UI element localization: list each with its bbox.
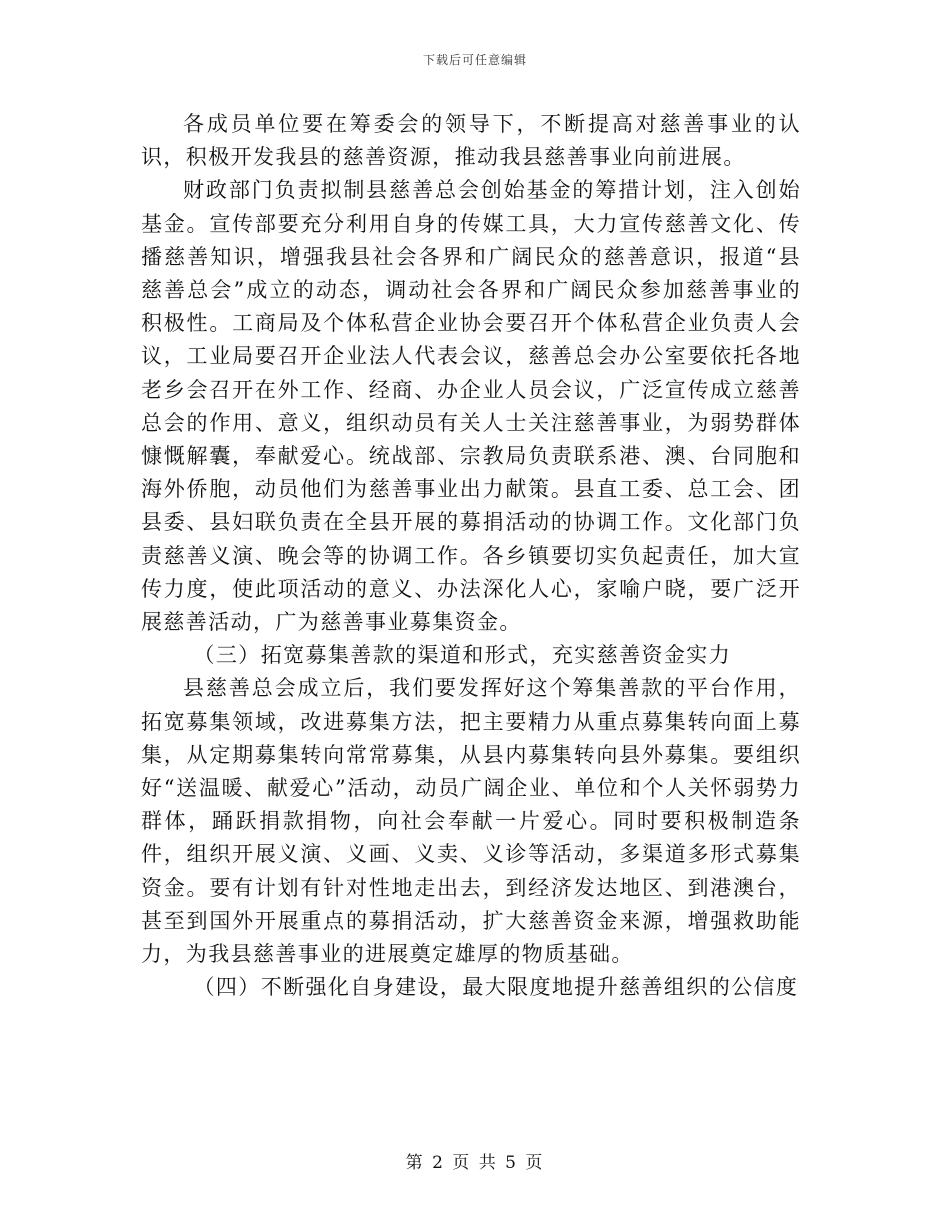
document-body xyxy=(141,108,801,1004)
paragraph-fundraising: 县慈善总会成立后，我们要发挥好这个筹集善款的平台作用，拓宽募集领域，改进募集方法，把主要精力从重点募集转向面上募集，从定期募集转向常常募集，从县内募集转向县外募集。要组织好“送温暖、献爱心”活动，动员广阔企业、单位和个人关怀弱势力群体，踊跃捐款捐物，向社会奉献一片爱心。同时要积极制造条件，组织开展义演、义画、义卖、义诊等活动，多渠道多形式募集资金。要有计划有针对性地走出去，到经济发达地区、到港澳台，甚至到国外开展重点的募捐活动，扩大慈善资金来源，增强救助能力，为我县慈善事业的进展奠定雄厚的物质基础。 xyxy=(141,676,801,967)
page-number: 第 2 页 共 5 页 xyxy=(405,1153,545,1173)
paragraph-department-duties: 财政部门负责拟制县慈善总会创始基金的筹措计划，注入创始基金。宣传部要充分利用自身的传媒工具，大力宣传慈善文化、传播慈善知识，增强我县社会各界和广阔民众的慈善意识，报道“县慈善总会”成立的动态，调动社会各界和广阔民众参加慈善事业的积极性。工商局及个体私营企业协会要召开个体私营企业负责人会议，工业局要召开企业法人代表会议，慈善总会办公室要依托各地老乡会召开在外工作、经商、办企业人员会议，广泛宣传成立慈善总会的作用、意义，组织动员有关人士关注慈善事业，为弱势群体慷慨解囊，奉献爱心。统战部、宗教局负责联系港、澳、台同胞和海外侨胞，动员他们为慈善事业出力献策。县直工委、总工会、团县委、县妇联负责在全县开展的募捐活动的协调工作。文化部门负责慈善义演、晚会等的协调工作。各乡镇要切实负起责任，加大宣传力度，使此项活动的意义、办法深化人心，家喻户晓，要广泛开展慈善活动，广为慈善事业募集资金。 xyxy=(141,178,801,635)
section-heading-4: （四）不断强化自身建设，最大限度地提升慈善组织的公信度 xyxy=(193,975,799,1000)
page-header: 下载后可任意编辑 xyxy=(422,53,527,67)
section-heading-3: （三）拓宽募集善款的渠道和形式，充实慈善资金实力 xyxy=(193,643,732,668)
paragraph-member-units: 各成员单位要在筹委会的领导下，不断提高对慈善事业的认识，积极开发我县的慈善资源，推动我县慈善事业向前进展。 xyxy=(141,112,801,170)
